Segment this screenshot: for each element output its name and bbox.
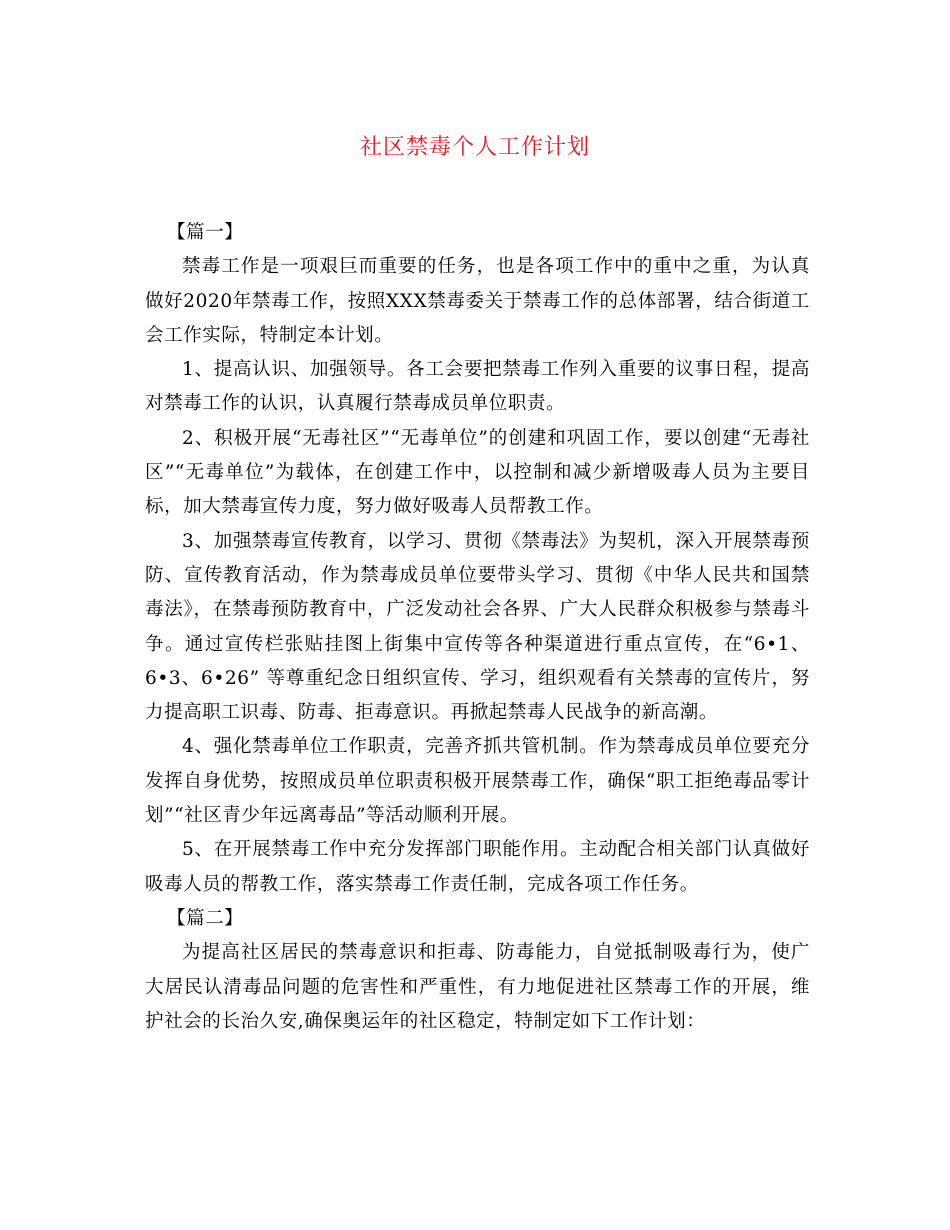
paragraph-item-1: 1、提高认识、加强领导。各工会要把禁毒工作列入重要的议事日程，提高对禁毒工作的认识，认真履行禁毒成员单位职责。 [145,359,810,415]
paragraph-intro-1: 禁毒工作是一项艰巨而重要的任务，也是各项工作中的重中之重，为认真做好2020年禁毒工作，按照XXX禁毒委关于禁毒工作的总体部署，结合街道工会工作实际，特制定本计划。 [145,256,810,346]
paragraph-item-2: 2、积极开展“无毒社区”“无毒单位”的创建和巩固工作，要以创建“无毒社区”“无毒单位”为载体，在创建工作中，以控制和减少新增吸毒人员为主要目标，加大禁毒宣传力度，努力做好吸毒人员帮教工作。 [145,427,810,518]
document-title: 社区禁毒个人工作计划 [359,135,590,160]
paragraph-intro-2: 为提高社区居民的禁毒意识和拒毒、防毒能力，自觉抵制吸毒行为，使广大居民认清毒品问题的危害性和严重性，有力地促进社区禁毒工作的开展，维护社会的长治久安,确保奥运年的社区稳定，特制定如下工作计划： [145,942,810,1032]
section-heading-1: 【篇一】 [167,222,244,243]
document-body [145,216,810,1039]
section-heading-2: 【篇二】 [167,907,244,929]
paragraph-item-4: 4、强化禁毒单位工作职责，完善齐抓共管机制。作为禁毒成员单位要充分发挥自身优势，按照成员单位职责积极开展禁毒工作，确保“职工拒绝毒品零计划”“社区青少年远离毒品”等活动顺利开展。 [145,736,810,827]
paragraph-item-5: 5、在开展禁毒工作中充分发挥部门职能作用。主动配合相关部门认真做好吸毒人员的帮教工作，落实禁毒工作责任制，完成各项工作任务。 [145,839,810,895]
paragraph-item-3: 3、加强禁毒宣传教育，以学习、贯彻《禁毒法》为契机，深入开展禁毒预防、宣传教育活动，作为禁毒成员单位要带头学习、贯彻《中华人民共和国禁毒法》，在禁毒预防教育中，广泛发动社会各界、广大人民群众积极参与禁毒斗争。通过宣传栏张贴挂图上街集中宣传等各种渠道进行重点宣传，在“6•1、6•3、6•26” 等尊重纪念日组织宣传、学习，组织观看有关禁毒的宣传片，努力提高职工识毒、防毒、拒毒意识。再掀起禁毒人民战争的新高潮。 [145,530,810,724]
